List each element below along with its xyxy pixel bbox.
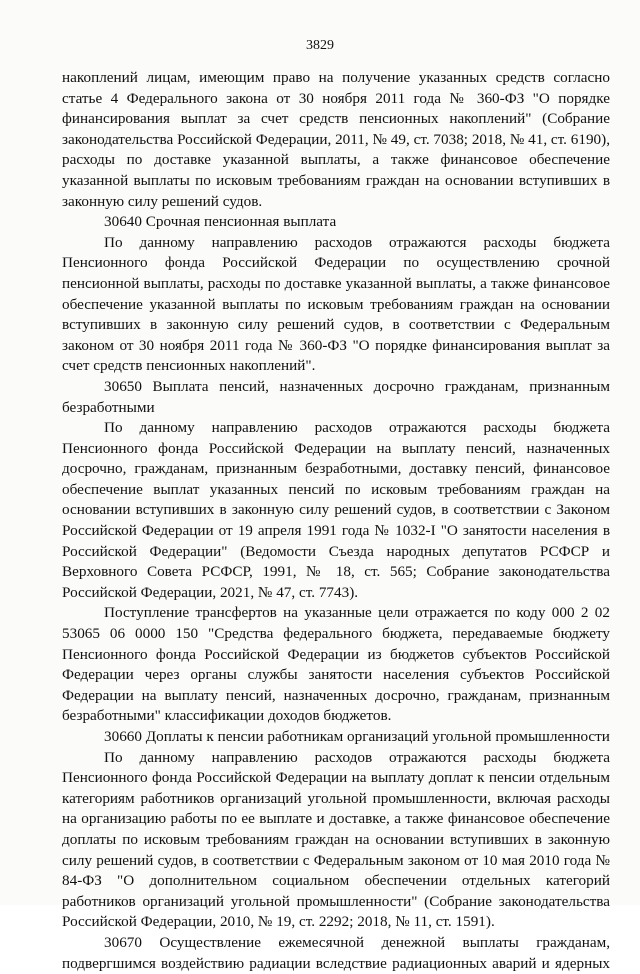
paragraph-continuation: накоплений лицам, имеющим право на получение указанных средств согласно статье 4 Федерального закона от 30 ноября 2011 года № 360-ФЗ "О порядке финансирования выплат за счет средств пенсионных накоплений" (Собрание законодательства Российской Федерации, 2011, № 49, ст. 7038; 2018, № 41, ст. 6190), расходы по доставке указанной выплаты, а также финансовое обеспечение указанной выплаты по исковым требованиям граждан на основании вступивших в законную силу решений судов.: [62, 69, 610, 210]
page-number: 3829: [306, 38, 334, 53]
paragraph-30650: По данному направлению расходов отражаются расходы бюджета Пенсионного фонда Российской Федерации на выплату пенсий, назначенных досрочно, гражданам, признанным безработными, доставку пенсий, финансовое обеспечение выплат указанных пенсий по исковым требованиям граждан на основании вступивших в законную силу решений судов, в соответствии с Законом Российской Федерации от 19 апреля 1991 года № 1032-I "О занятости населения в Российской Федерации" (Ведомости Съезда народных депутатов РСФСР и Верховного Совета РСФСР, 1991, № 18, ст. 565; Собрание законодательства Российской Федерации, 2021, № 47, ст. 7743).: [62, 419, 610, 601]
heading-30670: 30670 Осуществление ежемесячной денежной выплаты гражданам, подвергшимся воздействию радиации вследствие радиационных аварий и ядерных: [62, 933, 610, 972]
paragraph-30660: По данному направлению расходов отражаются расходы бюджета Пенсионного фонда Российской Федерации на выплату доплат к пенсии отдельным категориям работников организаций угольной промышленности, включая расходы на организацию работы по ее выплате и доставке, а также финансовое обеспечение доплаты по исковым требованиям граждан на основании вступивших в законную силу решений судов, в соответствии с Федеральным законом от 10 мая 2010 года № 84-ФЗ "О дополнительном социальном обеспечении отдельных категорий работников организаций угольной промышленности" (Собрание законодательства Российской Федерации, 2010, № 19, ст. 2292; 2018, № 11, ст. 1591).: [62, 748, 610, 931]
heading-30650: 30650 Выплата пенсий, назначенных досрочно гражданам, признанным безработными: [62, 377, 610, 416]
paragraph-30640: По данному направлению расходов отражаются расходы бюджета Пенсионного фонда Российской Федерации по осуществлению срочной пенсионной выплаты, расходы по доставке указанной выплаты, а также финансовое обеспечение указанной выплаты по исковым требованиям граждан на основании вступивших в законную силу решений судов, в соответствии с Федеральным законом от 30 ноября 2011 года № 360-ФЗ "О порядке финансирования выплат за счет средств пенсионных накоплений".: [62, 233, 610, 375]
document-body: [62, 68, 610, 974]
heading-30640: 30640 Срочная пенсионная выплата: [104, 213, 337, 231]
paragraph-transfers: Поступление трансфертов на указанные цели отражается по коду 000 2 02 53065 06 0000 150 "Средства федерального бюджета, передаваемые бюджету Пенсионного фонда Российской Федерации из бюджетов субъектов Российской Федерации через органы службы занятости населения субъектов Российской Федерации на выплату пенсий, назначенных досрочно, гражданам, признанным безработными" классификации доходов бюджетов.: [62, 604, 610, 725]
heading-30660: 30660 Доплаты к пенсии работникам организаций угольной промышленности: [104, 728, 610, 745]
